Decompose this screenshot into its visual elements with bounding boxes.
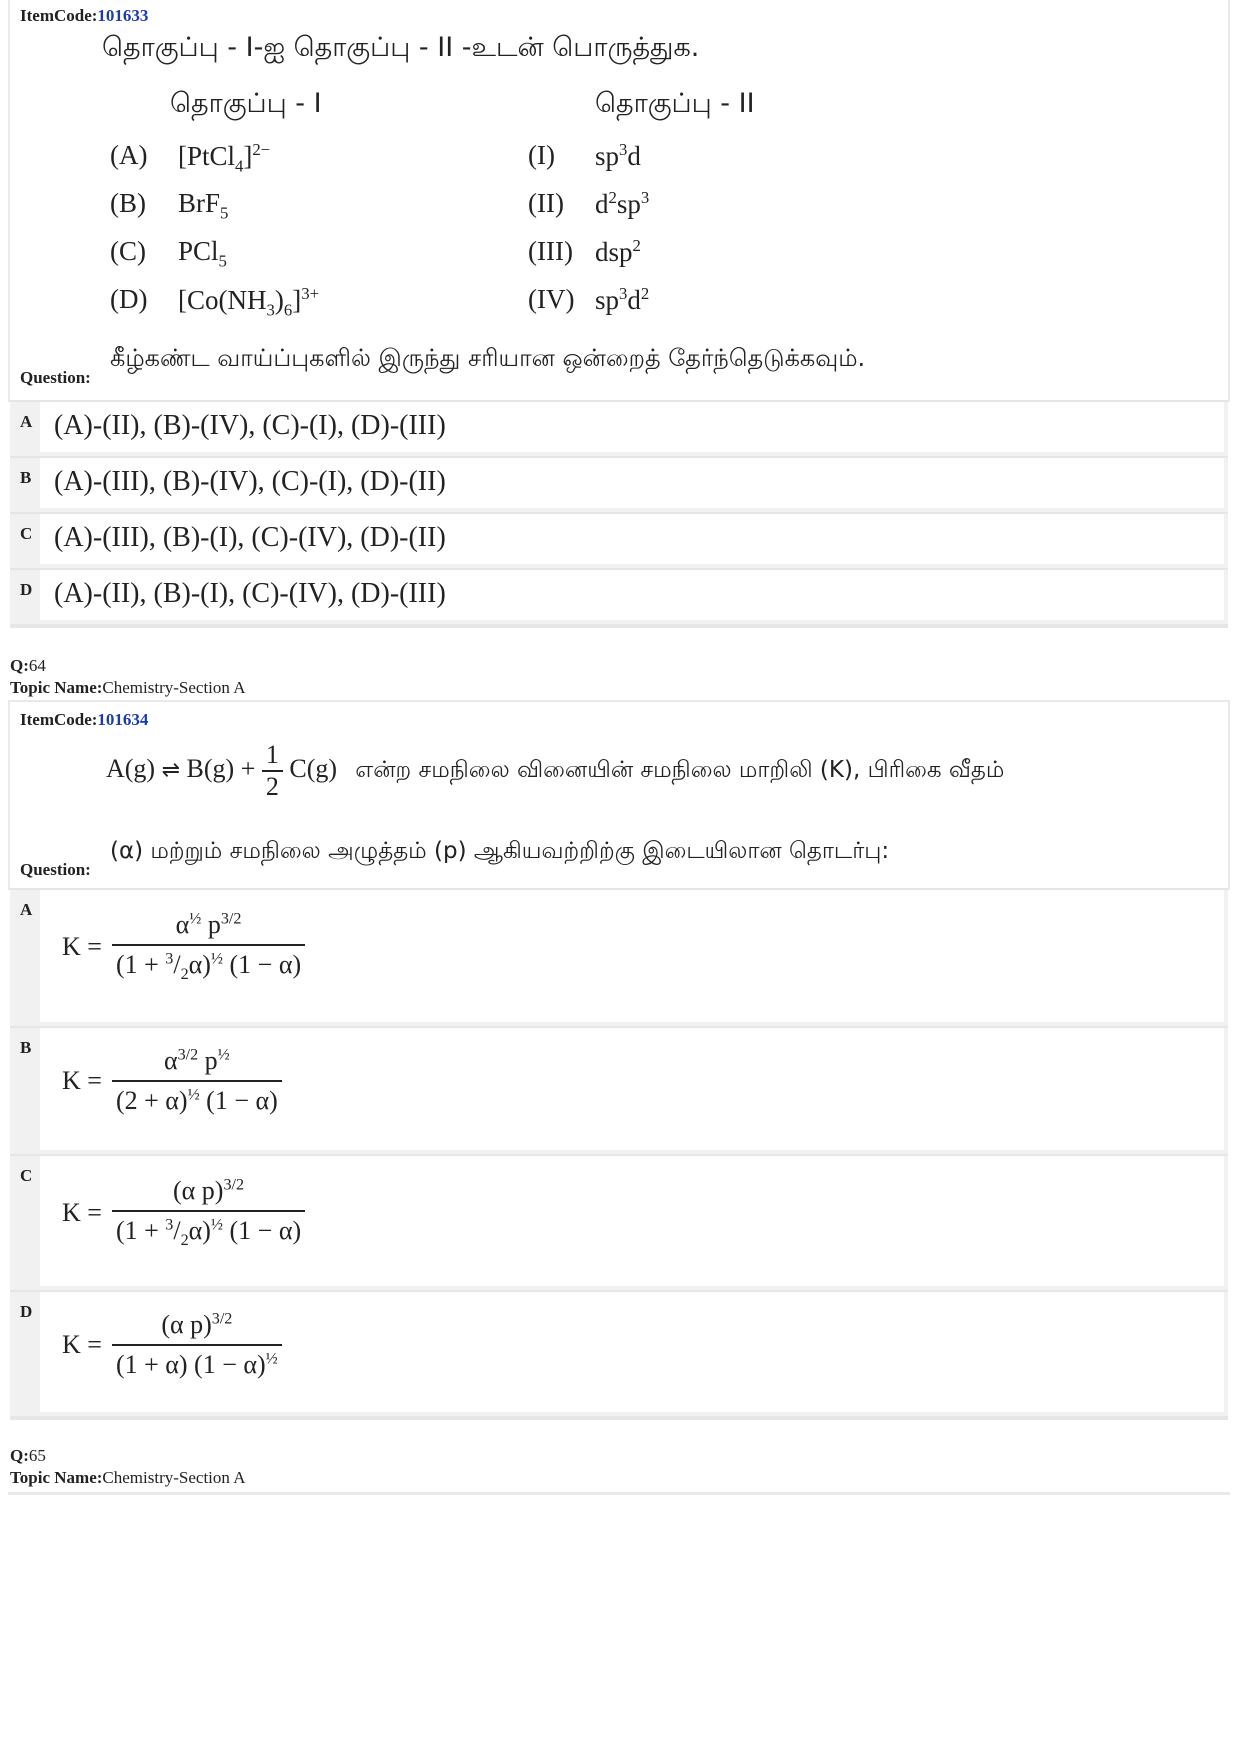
option-text: (A)-(III), (B)-(I), (C)-(IV), (D)-(II) [54,522,446,553]
formula-ptcl4: [PtCl$_4$]$^{2-}$ [178,140,271,176]
match-row-b [110,188,1110,228]
itemcode-line [20,6,148,26]
option-letter: D [20,580,33,599]
topic-label: Topic Name: [10,678,103,697]
option-cell [40,890,1224,1022]
question-63-panel [8,0,1230,402]
option-text: (A)-(II), (B)-(IV), (C)-(I), (D)-(III) [54,410,446,441]
q-label: Q: [10,1446,29,1465]
option-letter: D [20,1302,33,1321]
row-label-left: (A) [110,140,148,170]
option-letter: A [20,412,33,431]
row-label-right: (I) [528,140,555,170]
option-letter: B [20,468,32,487]
q63-options [0,400,1240,632]
formula-option-c: K = $\frac{(\alpha p)^{3/2}}{(1 + ^3/_2\alpha)^{\frac{1}{2}} (1 - \alpha)}$ [62,1176,305,1250]
reaction-equation: A(g) ⇌ B(g) + $\frac{1}{2}$ C(g) [106,740,338,801]
row-label-left: (D) [110,284,148,314]
option-a[interactable] [10,400,1228,456]
option-letter: A [20,900,33,919]
option-c[interactable] [10,1154,1228,1290]
option-cell [40,514,1224,564]
match-row-c [110,236,1110,276]
option-d[interactable] [10,568,1228,628]
itemcode-label: ItemCode: [20,710,98,729]
match-row-d [110,284,1110,324]
option-d[interactable] [10,1290,1228,1420]
hybrid-sp3d: $sp^3d$ [595,140,641,171]
option-text: (A)-(III), (B)-(IV), (C)-(I), (D)-(II) [54,466,446,497]
column-2-heading: தொகுப்பு - II [595,88,755,119]
option-letter: B [20,1038,32,1057]
formula-brf5: BrF$_5$ [178,188,229,223]
option-cell [40,458,1224,508]
option-cell [40,402,1224,452]
itemcode-value: 101633 [97,6,149,25]
option-a[interactable] [10,888,1228,1026]
row-label-right: (III) [528,236,573,266]
formula-option-d: K = $\frac{(\alpha p)^{3/2}}{(1 + \alpha) (1 - \alpha)^{\frac{1}{2}}}$ [62,1310,282,1380]
q64-topic [10,678,245,698]
option-b[interactable] [10,1026,1228,1154]
match-heading: தொகுப்பு - I-ஐ தொகுப்பு - II -உடன் பொருத்துக. [102,32,700,63]
formula-pcl5: PCl$_5$ [178,236,227,271]
option-letter: C [20,524,33,543]
instruction-text: கீழ்கண்ட வாய்ப்புகளில் இருந்து சரியான ஒன்றைத் தேர்ந்தெடுக்கவும். [110,344,866,372]
option-text: (A)-(II), (B)-(I), (C)-(IV), (D)-(III) [54,578,446,609]
column-1-heading: தொகுப்பு - I [170,88,322,119]
row-label-left: (B) [110,188,146,218]
match-row-a [110,140,1110,180]
q-num: 65 [28,1446,46,1465]
q-num: 64 [28,656,46,675]
row-label-right: (II) [528,188,564,218]
formula-co-nh3-6: $[Co(NH_3)_6]^{3+}$ [178,284,320,320]
hybrid-dsp2: dsp$^2$ [595,236,641,267]
line2-text: (α) மற்றும் சமநிலை அழுத்தம் (p) ஆகியவற்றிற்கு இடையிலான தொடர்பு: [110,838,890,864]
equilibrium-line [106,740,1004,802]
option-cell [40,1028,1224,1150]
hybrid-d2sp3: $d^2sp^3$ [595,188,650,219]
hybrid-sp3d2: $sp^3d^2$ [595,284,650,315]
option-b[interactable] [10,456,1228,512]
itemcode-value: 101634 [97,710,149,729]
option-letter: C [20,1166,33,1185]
q65-topic [10,1468,245,1488]
topic-label: Topic Name: [10,1468,103,1487]
option-cell [40,1292,1224,1412]
itemcode-line [20,710,148,730]
row-label-right: (IV) [528,284,575,314]
question-label: Question: [20,368,91,387]
q65-number [10,1446,46,1466]
line1-text: என்ற சமநிலை வினையின் சமநிலை மாறிலி (K), பிரிகை வீதம் [355,756,1005,783]
formula-option-b: K = $\frac{\alpha^{3/2} p^{\frac{1}{2}}}{(2 + \alpha)^{\frac{1}{2}} (1 - \alpha)}$ [62,1046,282,1116]
q65-divider [8,1492,1230,1495]
q64-options [0,888,1240,1422]
formula-option-a: K = $\frac{\alpha^{\frac{1}{2}} p^{3/2}}{(1 + ^3/_2\alpha)^{\frac{1}{2}} (1 - \alpha)}$ [62,910,305,984]
row-label-left: (C) [110,236,146,266]
itemcode-label: ItemCode: [20,6,98,25]
option-c[interactable] [10,512,1228,568]
topic-value: Chemistry-Section A [102,1468,246,1487]
q64-number [10,656,46,676]
question-64-panel [8,700,1230,890]
question-label: Question: [20,860,91,879]
topic-value: Chemistry-Section A [102,678,246,697]
option-cell [40,570,1224,620]
option-cell [40,1156,1224,1286]
q-label: Q: [10,656,29,675]
